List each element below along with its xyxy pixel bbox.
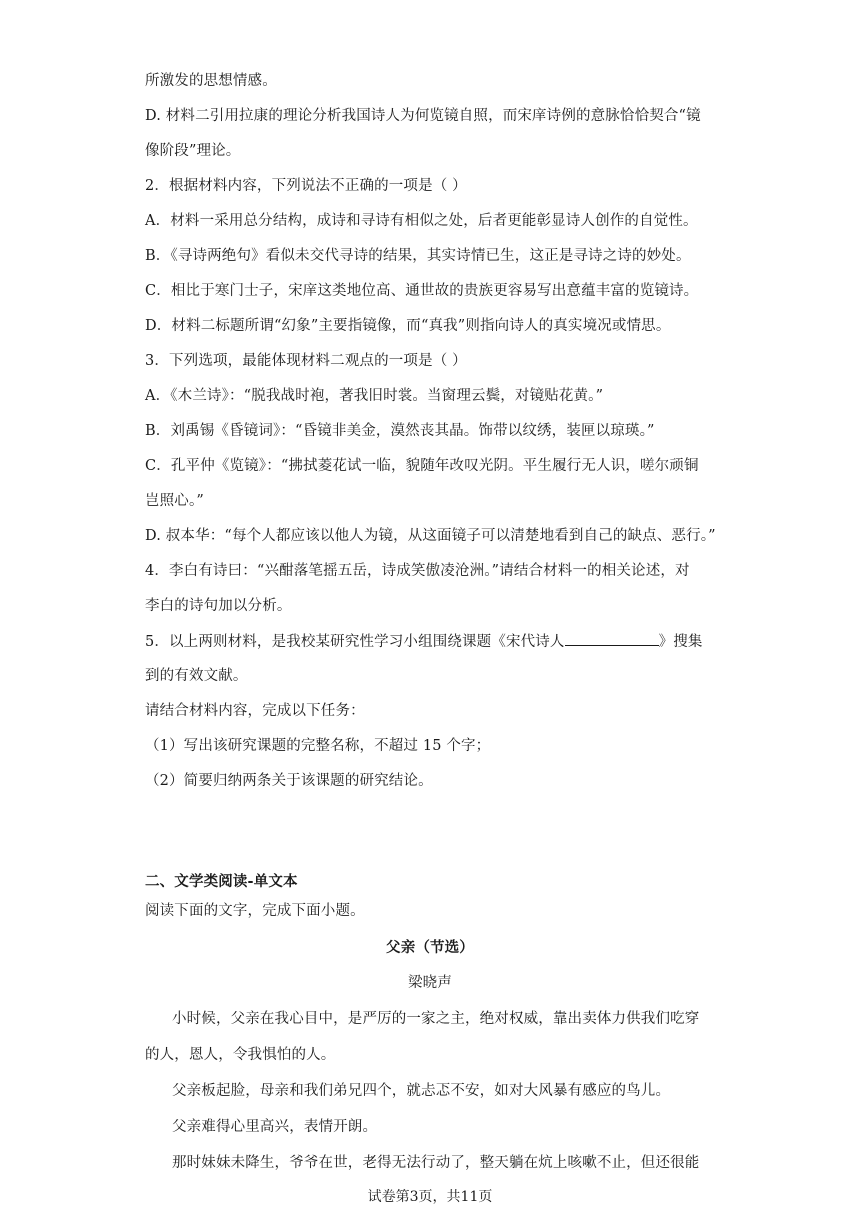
- answer-blank: [565, 631, 659, 646]
- q3-option-c-line1: C．孔平仲《览镜》：“拂拭菱花试一临，貌随年改叹光阴。平生履行无人识，嗟尔顽铜: [145, 458, 699, 474]
- paragraph-1-line2: 的人，恩人，令我惧怕的人。: [145, 1047, 336, 1063]
- q2-option-c: C．相比于寒门士子，宋庠这类地位高、通世故的贵族更容易写出意蕴丰富的览镜诗。: [145, 283, 699, 299]
- text-line: 所激发的思想情感。: [145, 73, 277, 89]
- question-3: 3．下列选项，最能体现材料二观点的一项是（ ）: [145, 353, 467, 369]
- question-4-line1: 4．李白有诗曰：“兴酣落笔摇五岳，诗成笑傲凌沧洲。”请结合材料一的相关论述，对: [145, 563, 690, 579]
- question-5-line2: 到的有效文献。: [145, 668, 248, 684]
- paragraph-1-line1: 小时候，父亲在我心目中，是严厉的一家之主，绝对权威，靠出卖体力供我们吃穿: [172, 1011, 700, 1027]
- q3-option-c-line2: 岂照心。”: [145, 493, 204, 509]
- question-2: 2．根据材料内容，下列说法不正确的一项是（ ）: [145, 178, 467, 194]
- option-d-line2: 像阶段”理论。: [145, 143, 241, 159]
- paragraph-2: 父亲板起脸，母亲和我们弟兄四个，就忐忑不安，如对大风暴有感应的鸟儿。: [172, 1083, 671, 1099]
- q3-option-b: B．刘禹锡《昏镜词》：“昏镜非美金，漠然丧其晶。饰带以纹绣，装匣以琼瑛。”: [145, 423, 655, 439]
- q2-option-d: D．材料二标题所谓“幻象”主要指镜像，而“真我”则指向诗人的真实境况或情思。: [145, 318, 671, 334]
- q3-option-d: D. 叔本华：“每个人都应该以他人为镜，从这面镜子可以清楚地看到自己的缺点、恶行。”: [145, 528, 716, 544]
- q5-text-before: 5．以上两则材料，是我校某研究性学习小组围绕课题《宋代诗人: [145, 634, 565, 650]
- paragraph-3: 父亲难得心里高兴，表情开朗。: [172, 1119, 378, 1135]
- task-1: （1）写出该研究课题的完整名称，不超过 15 个字；: [145, 738, 491, 754]
- section-instruction: 阅读下面的文字，完成下面小题。: [145, 903, 365, 919]
- q2-option-b: B．《寻诗两绝句》看似未交代寻诗的结果，其实诗情已生，这正是寻诗之诗的妙处。: [145, 248, 691, 264]
- task-intro: 请结合材料内容，完成以下任务：: [145, 703, 365, 719]
- passage-title: 父亲（节选）: [386, 939, 474, 956]
- option-d-line1: D. 材料二引用拉康的理论分析我国诗人为何览镜自照，而宋庠诗例的意脉恰恰契合“镜: [145, 108, 701, 124]
- section-heading: 二、文学类阅读-单文本: [145, 874, 298, 890]
- question-4-line2: 李白的诗句加以分析。: [145, 598, 292, 614]
- q5-text-after: 》搜集: [658, 634, 703, 650]
- paragraph-4: 那时妹妹未降生，爷爷在世，老得无法行动了，整天躺在炕上咳嗽不止，但还很能: [172, 1155, 700, 1171]
- page-footer: 试卷第3页，共11页: [367, 1189, 493, 1205]
- task-2: （2）简要归纳两条关于该课题的研究结论。: [145, 773, 433, 789]
- q3-option-a: A．《木兰诗》：“脱我战时袍，著我旧时裳。当窗理云鬓，对镜贴花黄。”: [145, 388, 604, 404]
- question-5-line1: [145, 631, 725, 652]
- q2-option-a: A．材料一采用总分结构，成诗和寻诗有相似之处，后者更能彰显诗人创作的自觉性。: [145, 213, 698, 229]
- passage-author: 梁晓声: [408, 975, 452, 991]
